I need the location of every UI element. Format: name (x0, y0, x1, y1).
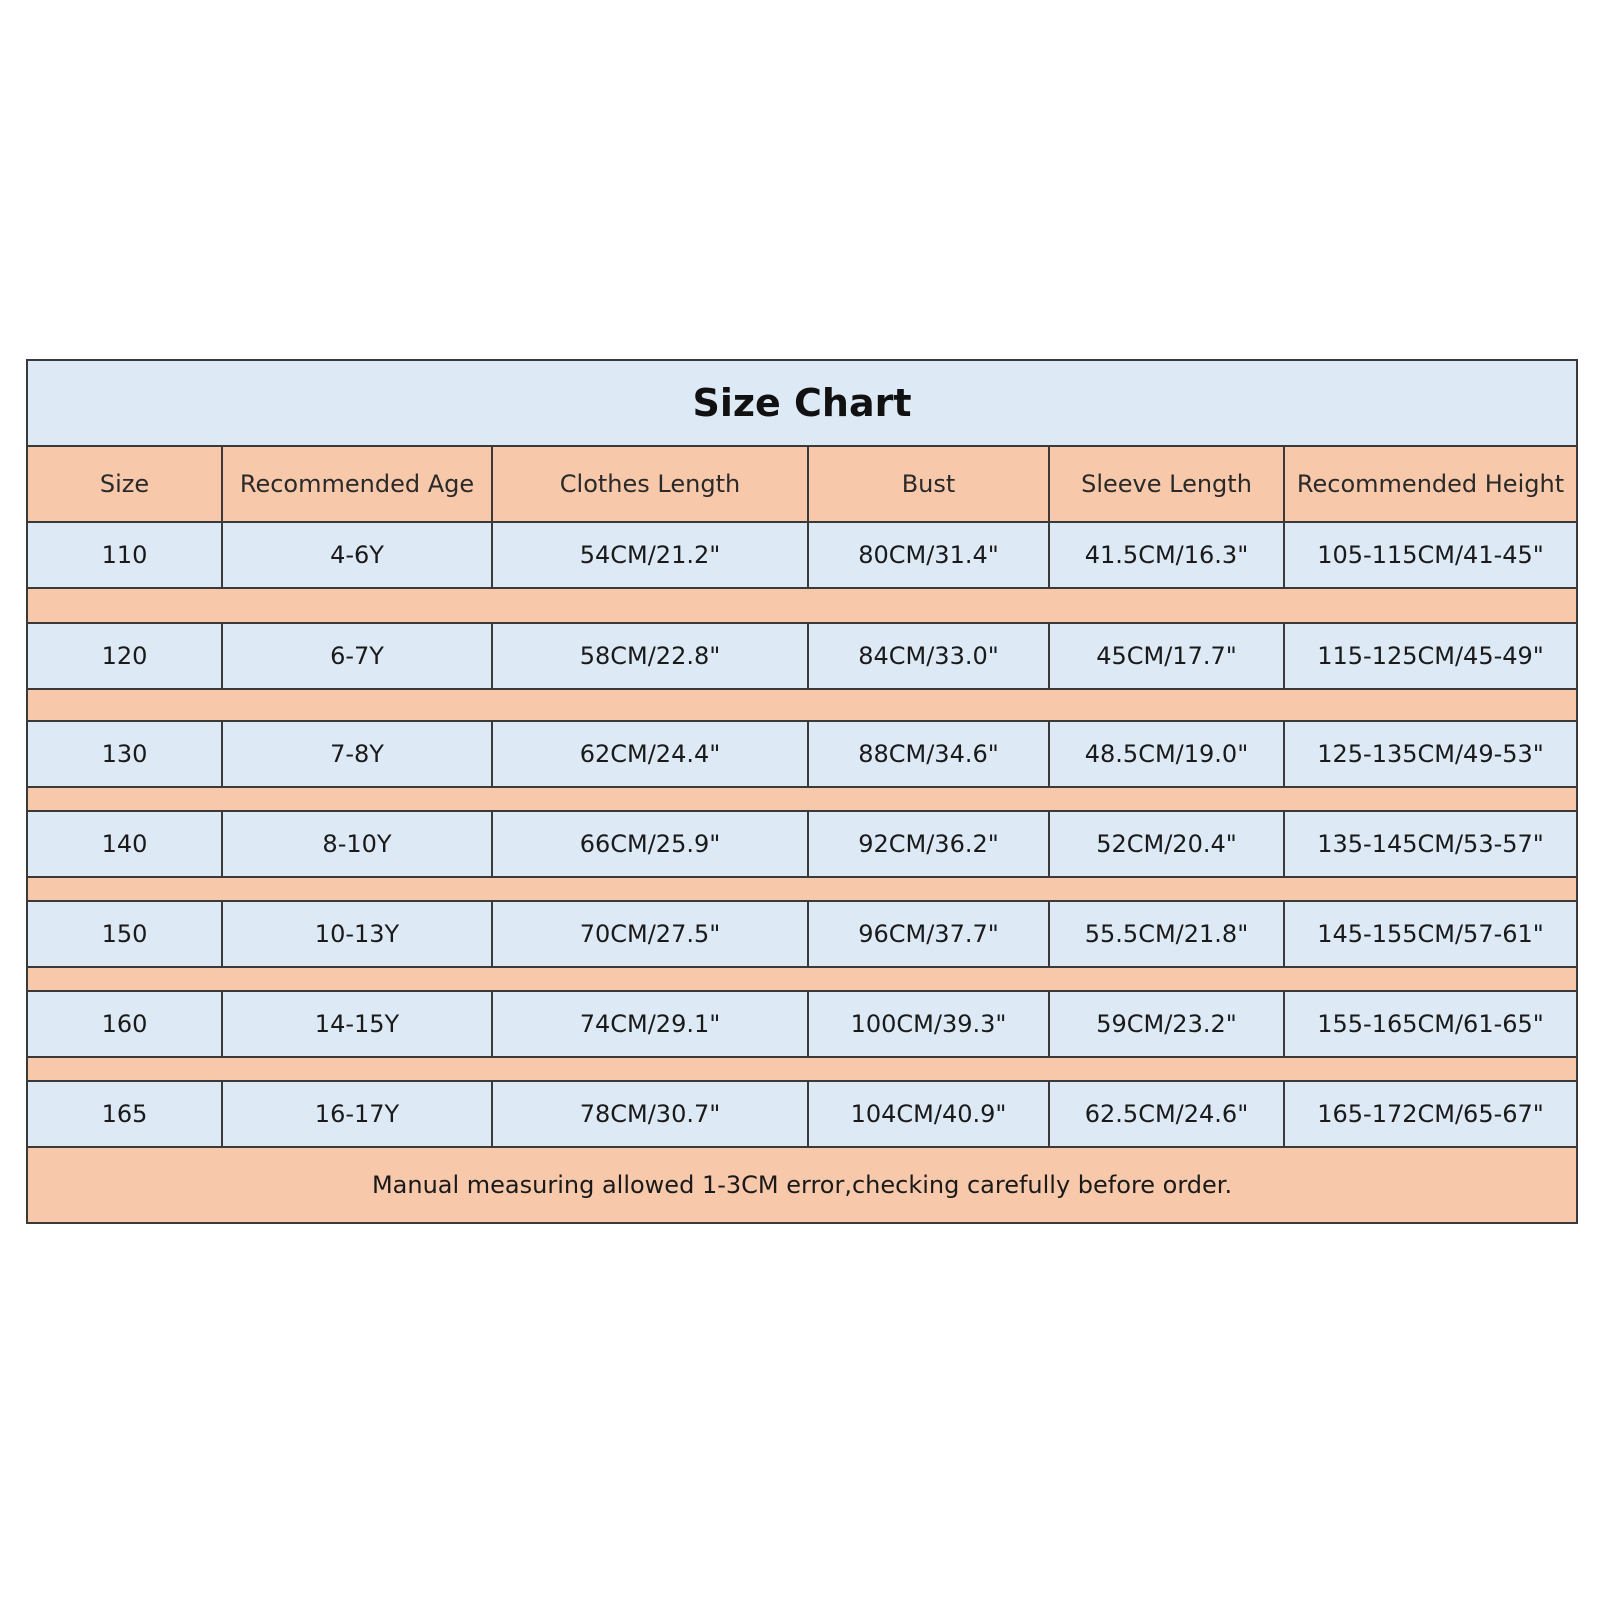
cell-clothes-length: 66CM/25.9" (492, 811, 808, 877)
row-divider-band (27, 877, 1577, 901)
chart-title: Size Chart (27, 360, 1577, 446)
cell-clothes-length: 78CM/30.7" (492, 1081, 808, 1147)
title-row (27, 360, 1577, 446)
table-row (27, 901, 1577, 967)
cell-bust: 88CM/34.6" (808, 721, 1049, 787)
column-header-clothes-length: Clothes Length (492, 446, 808, 522)
table-row (27, 1081, 1577, 1147)
cell-bust: 84CM/33.0" (808, 623, 1049, 689)
cell-bust: 100CM/39.3" (808, 991, 1049, 1057)
table-row (27, 721, 1577, 787)
column-header-bust: Bust (808, 446, 1049, 522)
row-divider-band (27, 588, 1577, 623)
cell-bust: 92CM/36.2" (808, 811, 1049, 877)
column-header-size: Size (27, 446, 222, 522)
table-row (27, 522, 1577, 588)
cell-clothes-length: 70CM/27.5" (492, 901, 808, 967)
cell-recommended-height: 145-155CM/57-61" (1284, 901, 1577, 967)
cell-sleeve-length: 52CM/20.4" (1049, 811, 1284, 877)
footer-row (27, 1147, 1577, 1223)
table-row (27, 623, 1577, 689)
row-divider (27, 588, 1577, 623)
cell-recommended-height: 105-115CM/41-45" (1284, 522, 1577, 588)
cell-recommended-age: 8-10Y (222, 811, 492, 877)
cell-recommended-height: 135-145CM/53-57" (1284, 811, 1577, 877)
cell-clothes-length: 62CM/24.4" (492, 721, 808, 787)
cell-size: 160 (27, 991, 222, 1057)
cell-recommended-age: 6-7Y (222, 623, 492, 689)
cell-recommended-age: 16-17Y (222, 1081, 492, 1147)
cell-recommended-age: 7-8Y (222, 721, 492, 787)
cell-recommended-height: 155-165CM/61-65" (1284, 991, 1577, 1057)
cell-recommended-height: 125-135CM/49-53" (1284, 721, 1577, 787)
cell-sleeve-length: 41.5CM/16.3" (1049, 522, 1284, 588)
table-row (27, 991, 1577, 1057)
row-divider (27, 689, 1577, 721)
column-header-recommended-height: Recommended Height (1284, 446, 1577, 522)
row-divider-band (27, 1057, 1577, 1081)
size-chart-table (26, 359, 1578, 1224)
cell-size: 120 (27, 623, 222, 689)
table-row (27, 811, 1577, 877)
row-divider-band (27, 689, 1577, 721)
cell-bust: 96CM/37.7" (808, 901, 1049, 967)
cell-size: 110 (27, 522, 222, 588)
footer-note: Manual measuring allowed 1-3CM error,checking carefully before order. (27, 1147, 1577, 1223)
cell-size: 130 (27, 721, 222, 787)
cell-sleeve-length: 55.5CM/21.8" (1049, 901, 1284, 967)
row-divider (27, 787, 1577, 811)
row-divider-band (27, 967, 1577, 991)
cell-recommended-height: 165-172CM/65-67" (1284, 1081, 1577, 1147)
row-divider (27, 877, 1577, 901)
cell-recommended-age: 4-6Y (222, 522, 492, 588)
cell-sleeve-length: 45CM/17.7" (1049, 623, 1284, 689)
row-divider (27, 967, 1577, 991)
cell-sleeve-length: 59CM/23.2" (1049, 991, 1284, 1057)
cell-recommended-age: 10-13Y (222, 901, 492, 967)
cell-size: 150 (27, 901, 222, 967)
cell-sleeve-length: 48.5CM/19.0" (1049, 721, 1284, 787)
cell-size: 140 (27, 811, 222, 877)
column-header-recommended-age: Recommended Age (222, 446, 492, 522)
row-divider (27, 1057, 1577, 1081)
cell-recommended-height: 115-125CM/45-49" (1284, 623, 1577, 689)
cell-recommended-age: 14-15Y (222, 991, 492, 1057)
cell-clothes-length: 54CM/21.2" (492, 522, 808, 588)
cell-size: 165 (27, 1081, 222, 1147)
cell-clothes-length: 74CM/29.1" (492, 991, 808, 1057)
cell-bust: 80CM/31.4" (808, 522, 1049, 588)
cell-sleeve-length: 62.5CM/24.6" (1049, 1081, 1284, 1147)
header-row (27, 446, 1577, 522)
cell-bust: 104CM/40.9" (808, 1081, 1049, 1147)
cell-clothes-length: 58CM/22.8" (492, 623, 808, 689)
row-divider-band (27, 787, 1577, 811)
column-header-sleeve-length: Sleeve Length (1049, 446, 1284, 522)
